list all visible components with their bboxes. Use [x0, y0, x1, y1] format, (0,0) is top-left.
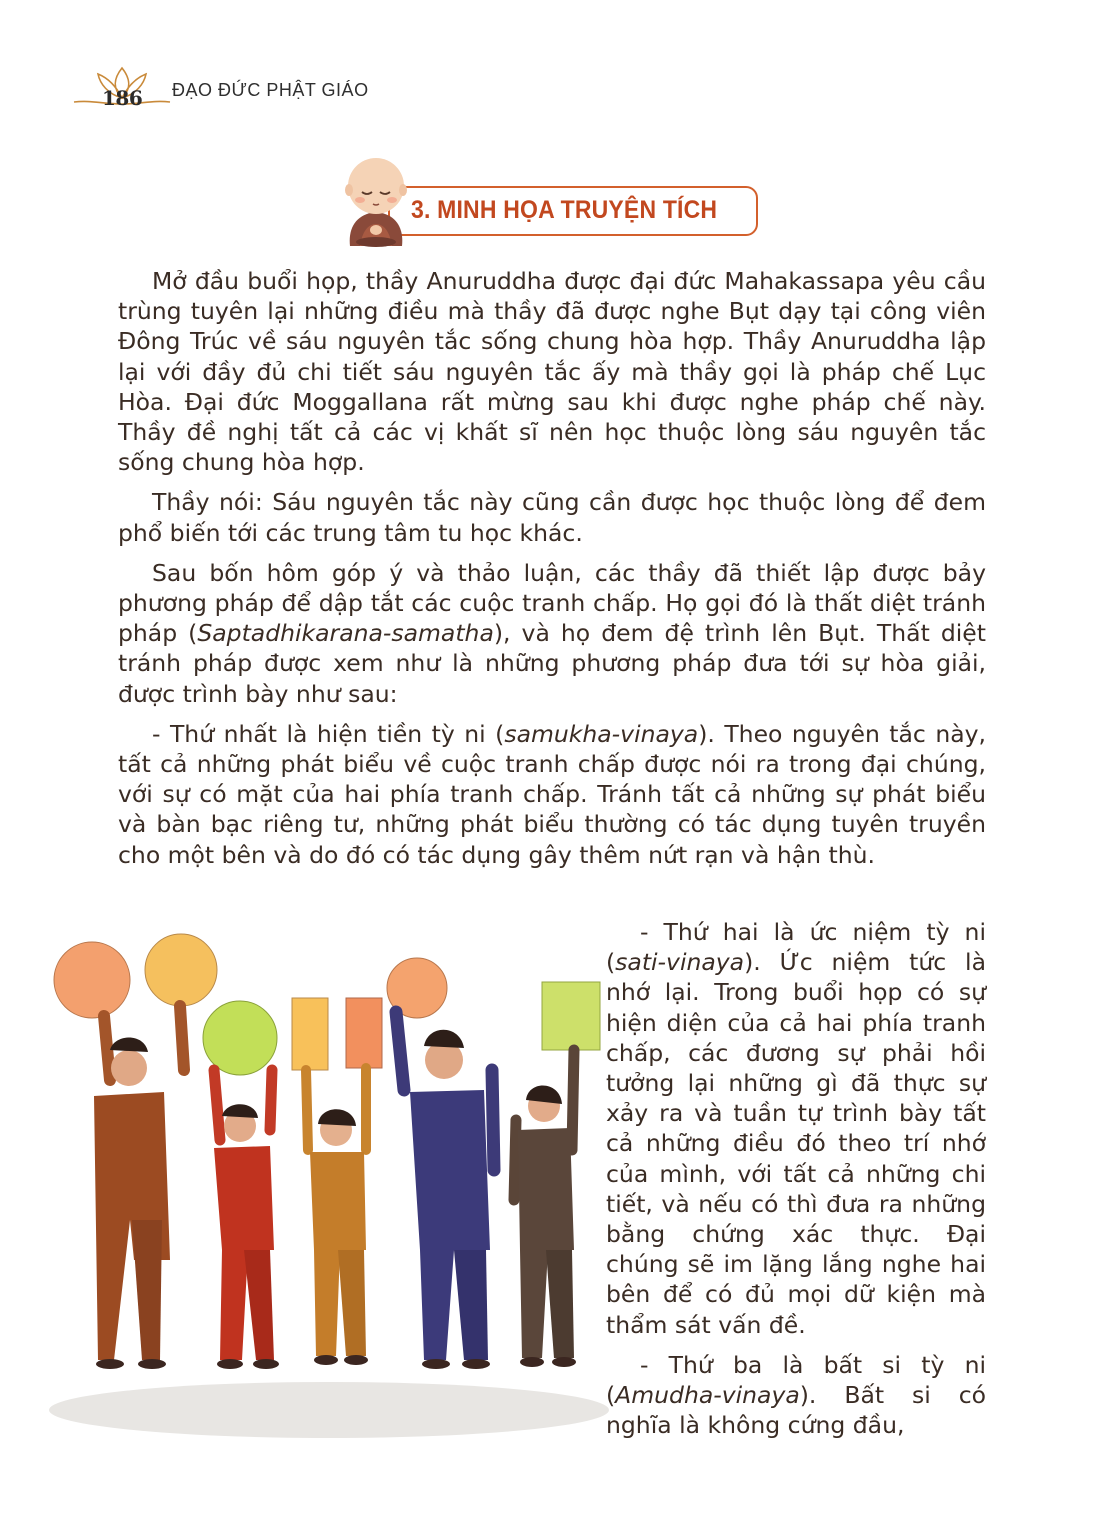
section-banner — [336, 150, 766, 250]
illustration-people-with-signs — [44, 920, 614, 1440]
running-title: ĐẠO ĐỨC PHẬT GIÁO — [172, 80, 369, 100]
running-header — [72, 64, 392, 114]
page-number: 186 — [102, 86, 143, 110]
italic-term: Amudha-vinaya — [615, 1381, 800, 1410]
paragraph: Thầy nói: Sáu nguyên tắc này cũng cần được học thuộc lòng để đem phổ biến tới các trung tâm tu học khác. — [118, 488, 986, 547]
paragraph: Mở đầu buổi họp, thầy Anuruddha được đại đức Mahakassapa yêu cầu trùng tuyên lại những điều mà thầy đã được nghe Bụt dạy tại công viên Đông Trúc về sáu nguyên tắc sống chung hòa hợp. Thầy Anuruddha lập lại với đầy đủ chi tiết sáu nguyên tắc ấy mà thầy gọi là pháp chế Lục Hòa. Đại đức Moggallana rất mừng sau khi được nghe pháp chế này. Thầy đề nghị tất cả các vị khất sĩ nên học thuộc lòng sáu nguyên tắc sống chung hòa hợp. — [118, 267, 986, 477]
italic-term: Saptadhikarana-samatha — [197, 619, 494, 648]
paragraph: Sau bốn hôm góp ý và thảo luận, các thầy đã thiết lập được bảy phương pháp để dập tắt các cuộc tranh chấp. Họ gọi đó là thất diệt tránh pháp (Saptadhikarana-samatha), và họ đem đệ trình lên Bụt. Thất diệt tránh pháp được xem như là những phương pháp đưa tới sự hòa giải, được trình bày như sau: — [118, 558, 986, 708]
paragraph-item-2: - Thứ hai là ức niệm tỳ ni (sati-vinaya). Ức niệm tức là nhớ lại. Trong buổi họp có sự hiện diện của cả hai phía tranh chấp, các đương sự phải hồi tưởng lại những gì đã thực sự xảy ra và tuần tự trình bày tất cả những điều đó theo trí nhớ của mình, với tất cả những chi tiết, và nếu có thì đưa ra những bằng chứng xác thực. Đại chúng sẽ im lặng lắng nghe hai bên để có đủ mọi dữ kiện mà thẩm sát vấn đề. — [606, 918, 986, 1339]
paragraph-item-1: - Thứ nhất là hiện tiền tỳ ni (samukha-vinaya). Theo nguyên tắc này, tất cả những phát biểu về cuộc tranh chấp được nói ra trong đại chúng, với sự có mặt của hai phía tranh chấp. Tránh tất cả những sự phát biểu và bàn bạc riêng tư, những phát biểu thường có tác dụng tuyên truyền cho một bên và do đó có tác dụng gây thêm nứt rạn và hận thù. — [118, 719, 986, 869]
right-column-text — [606, 917, 986, 1450]
little-monk-icon — [336, 150, 416, 250]
main-text-block — [118, 266, 986, 880]
paragraph-item-3: - Thứ ba là bất si tỳ ni (Amudha-vinaya). Bất si có nghĩa là không cứng đầu, — [606, 1350, 986, 1440]
italic-term: samukha-vinaya — [504, 719, 699, 748]
section-title: 3. MINH HỌA TRUYỆN TÍCH — [411, 196, 718, 224]
italic-term: sati-vinaya — [615, 948, 745, 977]
